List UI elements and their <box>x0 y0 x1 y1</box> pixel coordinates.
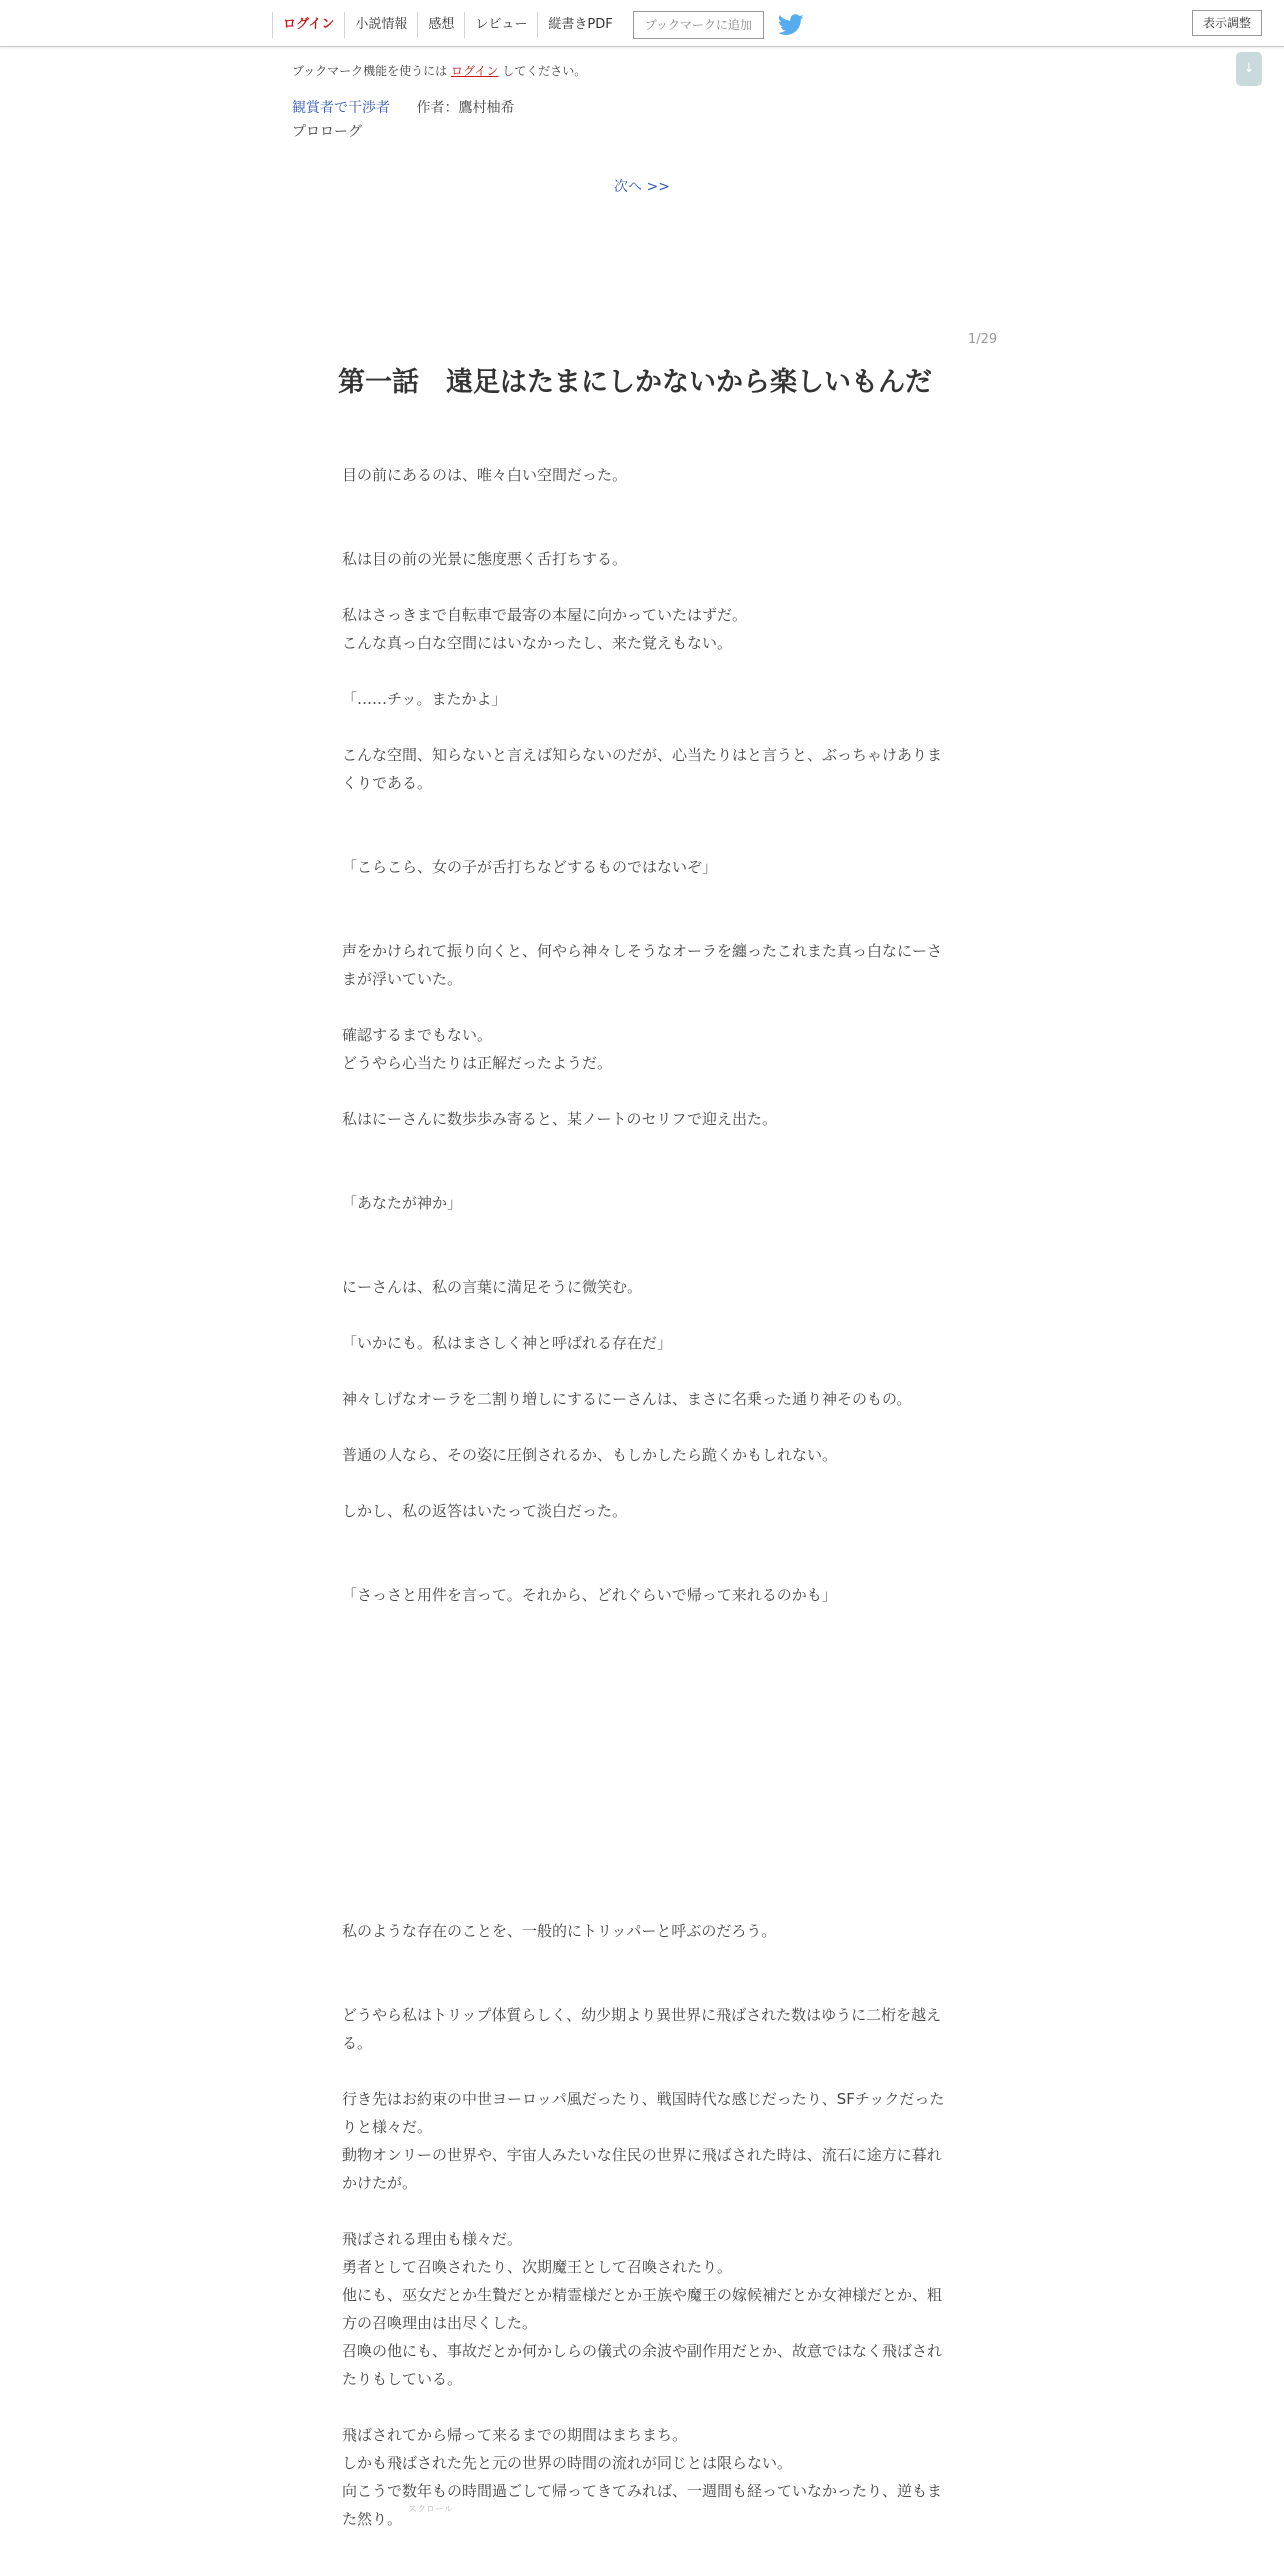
text-line: 私は目の前の光景に態度悪く舌打ちする。 <box>342 550 628 568</box>
text-line: 声をかけられて振り向くと、何やら神々しそうなオーラを纏ったこれまた真っ白なにーさまが浮いていた。 <box>342 942 943 988</box>
blank-line <box>342 1973 946 2001</box>
text-line: こんな空間、知らないと言えば知らないのだが、心当たりはと言うと、ぶっちゃけありまくりである。 <box>342 746 943 792</box>
text-line: 「いかにも。私はまさしく神と呼ばれる存在だ」 <box>342 1334 673 1352</box>
blank-line <box>342 1133 946 1161</box>
blank-line <box>342 993 946 1021</box>
notice-text-before: ブックマーク機能を使うには <box>292 64 448 78</box>
display-settings-button[interactable]: 表示調整 <box>1192 10 1262 36</box>
text-line: 私はにーさんに数歩歩み寄ると、某ノートのセリフで迎え出た。 <box>342 1110 778 1128</box>
twitter-icon[interactable] <box>778 14 804 36</box>
blank-line <box>342 1357 946 1385</box>
impressions-link[interactable]: 感想 <box>417 12 464 38</box>
blank-line <box>342 2197 946 2225</box>
blank-line <box>342 1161 946 1189</box>
blank-line <box>342 1217 946 1245</box>
scroll-down-button[interactable]: ↓ <box>1236 52 1262 86</box>
text-line: 勇者として召喚されたり、次期魔王として召喚されたり。 <box>342 2258 733 2276</box>
text-line: どうやら心当たりは正解だったようだ。 <box>342 1054 613 1072</box>
blank-line <box>342 2057 946 2085</box>
novel-body-section-1 <box>342 461 946 1609</box>
blank-line <box>342 881 946 909</box>
text-line: 「こらこら、女の子が舌打ちなどするものではないぞ」 <box>342 858 718 876</box>
text-line: 召喚の他にも、事故だとか何かしらの儀式の余波や副作用だとか、故意ではなく飛ばされたりもしている。 <box>342 2342 943 2388</box>
series-info <box>292 97 514 117</box>
text-line: 飛ばされてから帰って来るまでの期間はまちまち。 <box>342 2426 688 2444</box>
blank-line <box>342 713 946 741</box>
text-line: 「あなたが神か」 <box>342 1194 463 1212</box>
twitter-bird-icon <box>778 14 804 36</box>
blank-line <box>342 1525 946 1553</box>
text-line: 目の前にあるのは、唯々白い空間だった。 <box>342 466 628 484</box>
text-line: 神々しげなオーラを二割り増しにするにーさんは、まさに名乗った通り神そのもの。 <box>342 1390 912 1408</box>
blank-line <box>342 1469 946 1497</box>
blank-line <box>342 1077 946 1105</box>
scroll-hint: スクロール <box>408 2505 453 2515</box>
blank-line <box>342 1945 946 1973</box>
blank-line <box>342 825 946 853</box>
text-line: 飛ばされる理由も様々だ。 <box>342 2230 523 2248</box>
notice-login-link[interactable]: ログイン <box>451 64 499 78</box>
blank-line <box>342 1301 946 1329</box>
blank-line <box>342 489 946 517</box>
chapter-title: 第一話 遠足はたまにしかないから楽しいもんだ <box>338 367 932 398</box>
blank-line <box>342 797 946 825</box>
blank-line <box>342 573 946 601</box>
novel-info-link[interactable]: 小説情報 <box>344 12 417 38</box>
text-line: 普通の人なら、その姿に圧倒されるか、もしかしたら跪くかもしれない。 <box>342 1446 838 1464</box>
text-line: どうやら私はトリップ体質らしく、幼少期より異世界に飛ばされた数はゆうに二桁を越える。 <box>342 2006 942 2052</box>
text-line: しかし、私の返答はいたって淡白だった。 <box>342 1502 628 1520</box>
text-line: 向こうで数年もの時間過ごして帰ってきてみれば、一週間も経っていなかったり、逆もまた然り。 <box>342 2482 943 2528</box>
nav-menu <box>272 12 804 38</box>
blank-line <box>342 517 946 545</box>
vertical-pdf-link[interactable]: 縦書きPDF <box>537 12 622 38</box>
blank-line <box>342 657 946 685</box>
page-number: 1/29 <box>968 332 998 347</box>
login-link[interactable]: ログイン <box>272 12 344 38</box>
series-title-link[interactable]: 観賞者で干渉者 <box>292 100 390 116</box>
text-line: 「さっさと用件を言って。それから、どれぐらいで帰って来れるのかも」 <box>342 1586 837 1604</box>
blank-line <box>342 1553 946 1581</box>
review-link[interactable]: レビュー <box>464 12 537 38</box>
chapter-subtitle: プロローグ <box>292 124 362 140</box>
text-line: 他にも、巫女だとか生贄だとか精霊様だとか王族や魔王の嫁候補だとか女神様だとか、粗方の召喚理由は出尽くした。 <box>342 2286 943 2332</box>
text-line: 動物オンリーの世界や、宇宙人みたいな住民の世界に飛ばされた時は、流石に途方に暮れかけたが。 <box>342 2146 942 2192</box>
text-line: 私のような存在のことを、一般的にトリッパーと呼ぶのだろう。 <box>342 1922 777 1940</box>
text-line: 確認するまでもない。 <box>342 1026 493 1044</box>
text-line: 私はさっきまで自転車で最寄の本屋に向かっていたはずだ。 <box>342 606 748 624</box>
blank-line <box>342 1245 946 1273</box>
text-line: こんな真っ白な空間にはいなかったし、来た覚えもない。 <box>342 634 733 652</box>
bookmark-notice <box>292 62 586 79</box>
author-name: 作者：鷹村柚希 <box>416 100 515 116</box>
blank-line <box>342 2393 946 2421</box>
next-page-link[interactable]: 次へ >> <box>614 179 670 195</box>
text-line: しかも飛ばされた先と元の世界の時間の流れが同じとは限らない。 <box>342 2454 793 2472</box>
blank-line <box>342 909 946 937</box>
notice-text-after: してください。 <box>502 64 587 78</box>
novel-body-section-2 <box>342 1917 946 2533</box>
text-line: 「……チッ。またかよ」 <box>342 690 507 708</box>
blank-line <box>342 1413 946 1441</box>
text-line: にーさんは、私の言葉に満足そうに微笑む。 <box>342 1278 643 1296</box>
top-navigation-bar <box>0 0 1284 47</box>
add-bookmark-button[interactable]: ブックマークに追加 <box>633 11 764 39</box>
text-line: 行き先はお約束の中世ヨーロッパ風だったり、戦国時代な感じだったり、SFチックだったりと様々だ。 <box>342 2090 945 2136</box>
